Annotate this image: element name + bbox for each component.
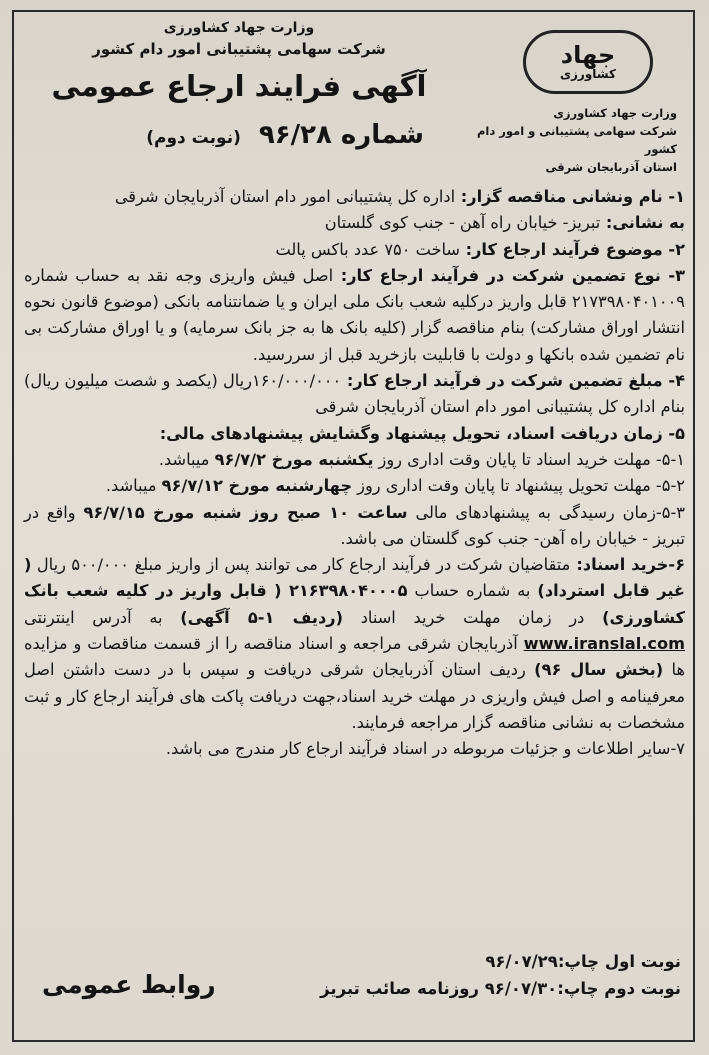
logo-caption — [447, 104, 677, 176]
item-text: تبریز- خیابان راه آهن - جنب کوی گلستان — [324, 213, 601, 233]
print-dates — [261, 948, 681, 1002]
ad-frame — [12, 10, 695, 1042]
item-text: واقع در تبریز - خیابان راه آهن- جنب کوی گلستان می باشد. — [24, 502, 685, 548]
item-label: ۶-خرید اسناد: — [570, 555, 685, 575]
item-6 — [24, 552, 685, 736]
item-2 — [24, 237, 685, 263]
item-7 — [24, 736, 685, 762]
item-text: ۷-سایر اطلاعات و جزئیات مربوطه در اسناد فرآیند ارجاع کار مندرج می باشد. — [165, 739, 685, 759]
print-date-second: نوبت دوم چاپ:۹۶/۰۷/۳۰ روزنامه صائب تبریز — [320, 979, 681, 998]
item-5-3 — [24, 500, 685, 553]
item-date: ساعت ۱۰ صبح روز شنبه مورخ ۹۶/۷/۱۵ — [83, 502, 408, 522]
item-text: به آدرس اینترنتی — [24, 607, 181, 627]
item-4 — [24, 368, 685, 421]
jahad-logo — [523, 30, 653, 94]
ad-number-row — [44, 120, 424, 150]
account-number: ۲۱۶۳۹۸۰۴۰۰۰۵ ( قابل واریز در کلیه شعب بانک کشاورزی) — [24, 581, 685, 627]
title-block — [24, 18, 454, 108]
item-note: (بخش سال ۹۶) — [534, 660, 664, 680]
item-date: چهارشنبه مورخ ۹۶/۷/۱۲ — [161, 476, 353, 496]
header — [14, 12, 693, 192]
item-5-1 — [24, 447, 685, 473]
item-label: ۴- مبلغ تضمین شرکت در فرآیند ارجاع کار: — [341, 371, 686, 391]
item-1-address — [24, 210, 685, 236]
public-relations-signature: روابط عمومی — [42, 970, 216, 999]
ad-number: شماره ۹۶/۲۸ — [258, 120, 424, 150]
ad-title: آگهی فرایند ارجاع عمومی — [51, 69, 427, 103]
item-note: ( غیر قابل استرداد) — [24, 555, 685, 601]
item-label: ۵- زمان دریافت اسناد، تحویل پیشنهاد وگشایش پیشنهادهای مالی: — [159, 423, 685, 443]
item-label: ۱- نام ونشانی مناقصه گزار: — [455, 187, 685, 206]
item-text: متقاضیان شرکت در فرآیند ارجاع کار می توانند پس از واریز مبلغ ۵۰۰/۰۰۰ ریال — [31, 555, 571, 575]
item-text: میباشد. — [158, 449, 215, 469]
item-3 — [24, 263, 685, 368]
item-text: ردیف استان آذربایجان شرقی دریافت و سپس با در دست داشتن اصل معرفینامه و اصل فیش واریزی در مهلت خرید اسناد،جهت دریافت پاکت های فرآیند ارجاع کار و ثبت مشخصات به نشانی مناقصه گزار مراجعه فرمایند. — [24, 660, 685, 732]
item-5 — [24, 421, 685, 447]
item-text: ۵-۲- مهلت تحویل پیشنهاد تا پایان وقت اداری روز — [352, 476, 685, 496]
item-date: یکشنبه مورخ ۹۶/۷/۲ — [214, 449, 374, 469]
print-date-first: نوبت اول چاپ:۹۶/۰۷/۲۹ — [485, 952, 681, 971]
item-text: به شماره حساب — [407, 581, 538, 601]
item-5-2 — [24, 473, 685, 499]
item-text: ۱۶۰/۰۰۰/۰۰۰ریال (یکصد و شصت میلیون ریال) بنام اداره کل پشتیبانی امور دام استان آذربایجان شرقی — [24, 371, 685, 417]
website-link[interactable]: www.iranslal.com — [523, 634, 685, 654]
item-note: (ردیف ۱-۵ آگهی) — [180, 607, 343, 627]
item-text: میباشد. — [105, 476, 162, 496]
logo-text-big: جهاد — [560, 41, 616, 69]
item-label: به نشانی: — [600, 213, 685, 233]
item-text: در زمان مهلت خرید اسناد — [342, 607, 603, 627]
ad-body — [24, 184, 685, 763]
item-text: آذربایجان شرقی مراجعه و اسناد مناقصه را از قسمت مناقصات و مزایده ها — [24, 634, 685, 680]
item-1 — [24, 184, 685, 210]
ad-round: (نوبت دوم) — [146, 128, 241, 148]
item-text: اصل فیش واریزی وجه نقد به حساب شماره ۲۱۷۳۹۸۰۴۰۱۰۰۹ قابل واریز درکلیه شعب بانک ملی ایران و یا ضمانتنامه بانکی (موضوع قانون نحوه انتشار اوراق مشارکت) بنام مناقصه گزار (کلیه بانک ها به جز بانک سرمایه) و یا اوراق مشارکت بی نام تضمین شده بانکها و دولت با قابلیت بازخرید قبل از سررسید. — [24, 265, 685, 364]
item-label: ۳- نوع تضمین شرکت در فرآیند ارجاع کار: — [333, 265, 685, 285]
item-text: اداره کل پشتیبانی امور دام استان آذربایجان شرقی — [114, 187, 456, 206]
logo-caption-line: شرکت سهامی پشتیبانی و امور دام کشور — [476, 124, 677, 156]
item-text: ۵-۳-زمان رسیدگی به پیشنهادهای مالی — [407, 502, 685, 522]
item-text: ساخت ۷۵۰ عدد باکس پالت — [275, 239, 460, 259]
logo-caption-line: وزارت جهاد کشاورزی — [553, 106, 677, 120]
ministry-name: وزارت جهاد کشاورزی — [163, 20, 315, 36]
item-text: ۵-۱- مهلت خرید اسناد تا پایان وقت اداری روز — [373, 449, 685, 469]
item-label: ۲- موضوع فرآیند ارجاع کار: — [459, 239, 685, 259]
logo-caption-line: استان آذربایجان شرقی — [545, 160, 677, 174]
company-name: شرکت سهامی پشتیبانی امور دام کشور — [92, 40, 386, 58]
logo-text-small: کشاورزی — [560, 67, 616, 81]
